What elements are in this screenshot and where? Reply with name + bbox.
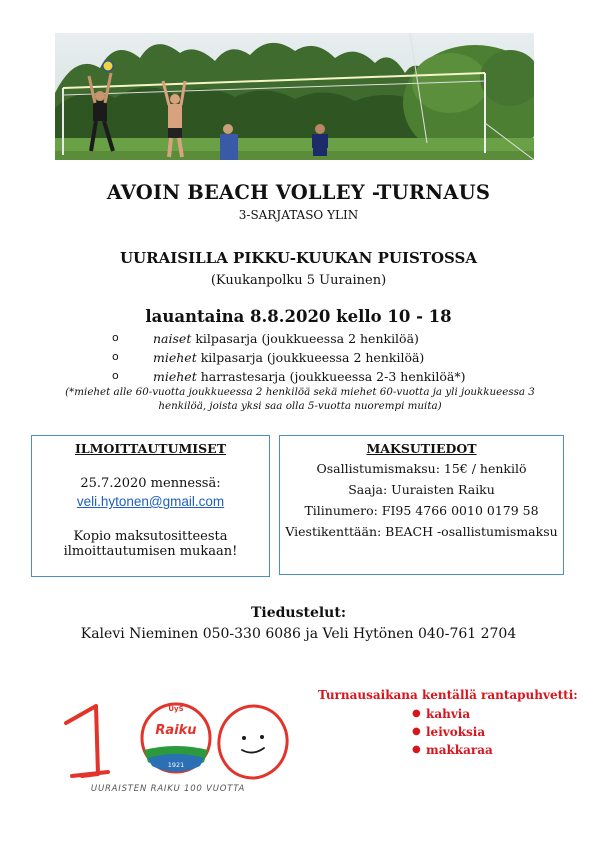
payment-payee: Saaja: Uuraisten Raiku (348, 482, 495, 497)
series-description: kilpasarja (joukkueessa 2 henkilöä) (191, 331, 419, 346)
logo-brand: Raiku (155, 723, 197, 738)
series-gender: naiset (153, 331, 192, 346)
bullet-icon: o (112, 350, 119, 363)
kiosk-list (318, 705, 580, 759)
bullet-icon: ● (412, 726, 421, 737)
registration-heading: ILMOITTAUTUMISET (74, 441, 227, 456)
bullet-icon: ● (412, 744, 421, 755)
bullet-icon: o (112, 369, 119, 382)
bullet-icon: ● (412, 708, 421, 719)
kiosk-item: ● makkaraa (412, 743, 493, 757)
payment-heading: MAKSUTIEDOT (366, 441, 477, 456)
event-title: AVOIN BEACH VOLLEY -TURNAUS (106, 181, 491, 204)
registration-instruction-line2: ilmoittautumisen mukaan! (63, 544, 238, 559)
kiosk-item: ● leivoksia (412, 725, 486, 739)
svg-text:UyS: UyS (168, 705, 184, 713)
registration-box (31, 435, 270, 577)
logo-caption: UURAISTEN RAIKU 100 VUOTTA (90, 784, 246, 794)
payment-message: Viestikenttään: BEACH -osallistumismaksu (285, 524, 558, 539)
inquiries-heading: Tiedustelut: (251, 605, 346, 621)
bullet-icon: o (112, 331, 119, 344)
logo-year: 1921 (167, 761, 185, 769)
registration-email-link[interactable]: veli.hytonen@gmail.com (76, 494, 225, 509)
header-photo (55, 33, 534, 160)
event-location: UURAISILLA PIKKU-KUUKAN PUISTOSSA (119, 249, 478, 267)
inquiries-contacts: Kalevi Nieminen 050-330 6086 ja Veli Hytönen 040-761 2704 (80, 626, 517, 642)
registration-deadline: 25.7.2020 mennessä: (80, 476, 221, 491)
payment-box (279, 435, 564, 575)
registration-instruction-line1: Kopio maksutositteesta (73, 529, 228, 544)
series-description: kilpasarja (joukkueessa 2 henkilöä) (196, 350, 425, 365)
raiku-100-logo (58, 698, 298, 798)
kiosk-heading: Turnausaikana kentällä rantapuhvetti: (318, 688, 578, 702)
event-address: (Kuukanpolku 5 Uurainen) (210, 273, 387, 288)
series-note: (*miehet alle 60-vuotta joukkueessa 2 henkilöä sekä miehet 60-vuotta ja yli joukkueessa 3 henkilöä, joista yksi saa olla 5-vuotta nuorempi muita) (65, 386, 535, 412)
series-gender: miehet (153, 350, 197, 365)
series-gender: miehet (153, 369, 197, 384)
series-description: harrastesarja (joukkueessa 2-3 henkilöä*) (196, 369, 466, 384)
kiosk-item: ● kahvia (412, 707, 471, 721)
event-date: lauantaina 8.8.2020 kello 10 - 18 (145, 307, 452, 326)
payment-fee: Osallistumismaksu: 15€ / henkilö (316, 461, 527, 476)
event-subtitle: 3-SARJATASO YLIN (238, 208, 359, 222)
kiosk-section (318, 688, 580, 759)
payment-account: Tilinumero: FI95 4766 0010 0179 58 (304, 503, 539, 518)
